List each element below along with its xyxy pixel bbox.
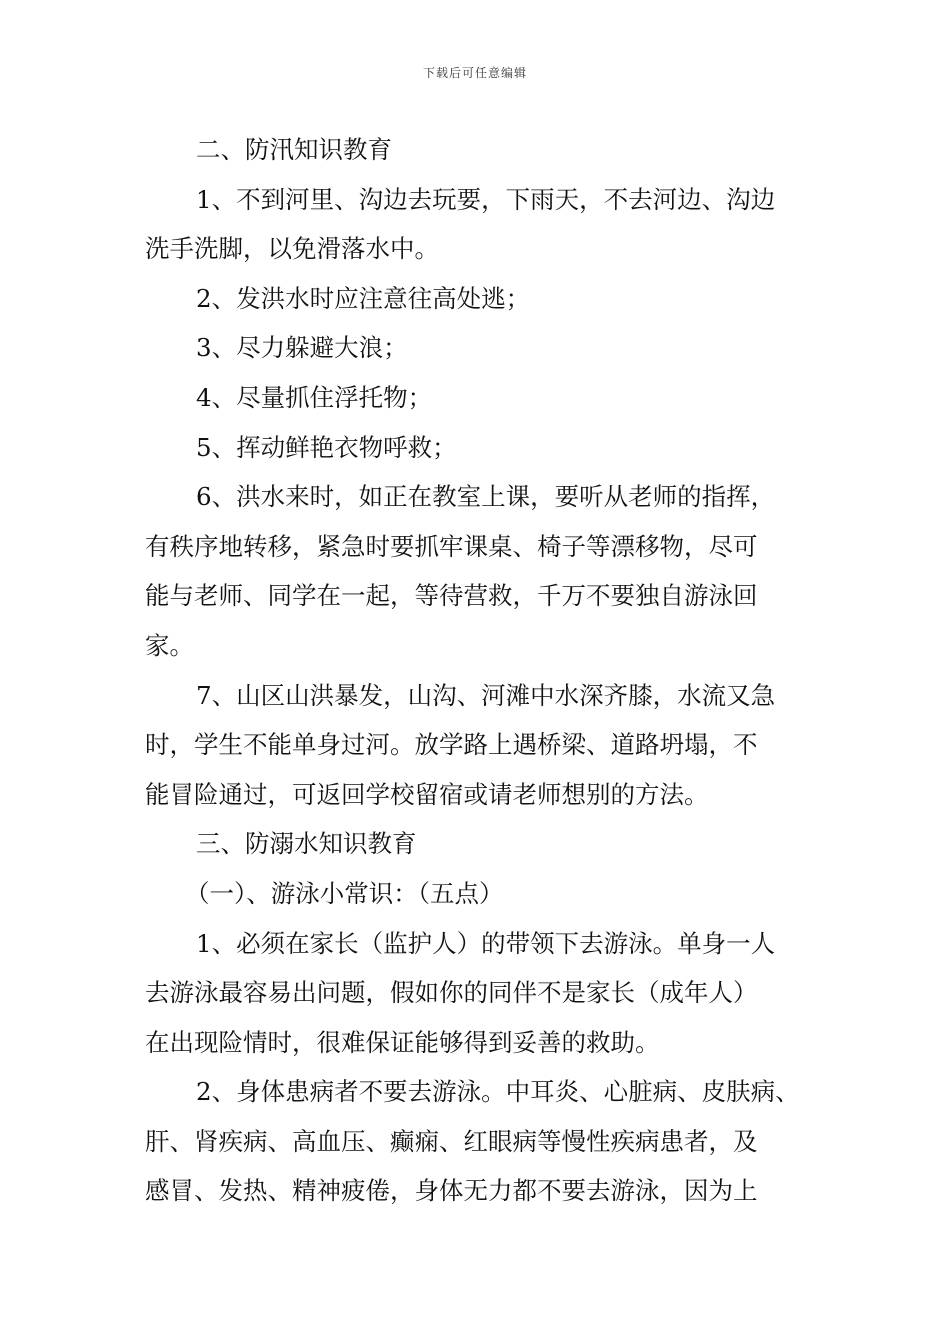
text-line: 能冒险通过，可返回学校留宿或请老师想别的方法。 (145, 779, 709, 809)
text-line: 2、身体患病者不要去游泳。中耳炎、心脏病、皮肤病、 (196, 1077, 800, 1107)
text-line: （一）、游泳小常识：（五点） (185, 878, 504, 908)
text-line: 有秩序地转移，紧急时要抓牢课桌、椅子等漂移物，尽可 (145, 531, 758, 561)
text-line: 2、发洪水时应注意往高处逃； (196, 283, 531, 313)
document-body (145, 125, 820, 1216)
text-line: 在出现险情时，很难保证能够得到妥善的救助。 (145, 1027, 660, 1057)
text-line: 1、必须在家长（监护人）的带领下去游泳。单身一人 (196, 928, 776, 958)
text-line: 洗手洗脚，以免滑落水中。 (145, 234, 439, 264)
text-line: 感冒、发热、精神疲倦，身体无力都不要去游泳，因为上 (145, 1176, 758, 1206)
text-line: 5、挥动鲜艳衣物呼救； (196, 432, 457, 462)
text-line: 能与老师、同学在一起，等待营救，千万不要独自游泳回 (145, 581, 758, 611)
text-line: 7、山区山洪暴发，山沟、河滩中水深齐膝，水流又急 (196, 680, 776, 710)
text-line: 三、防溺水知识教育 (196, 829, 417, 859)
page-header: 下载后可任意编辑 (422, 66, 527, 80)
text-line: 家。 (145, 630, 194, 660)
text-line: 3、尽力躲避大浪； (196, 333, 408, 363)
text-line: 4、尽量抓住浮托物； (196, 382, 433, 412)
text-line: 6、洪水来时，如正在教室上课，要听从老师的指挥， (196, 482, 776, 512)
text-line: 时，学生不能单身过河。放学路上遇桥梁、道路坍塌，不 (145, 730, 758, 760)
text-line: 肝、肾疾病、高血压、癫痫、红眼病等慢性疾病患者，及 (145, 1126, 758, 1156)
text-line: 二、防汛知识教育 (196, 135, 392, 164)
text-line: 去游泳最容易出问题，假如你的同伴不是家长（成年人） (145, 978, 758, 1008)
text-line: 1、不到河里、沟边去玩要，下雨天，不去河边、沟边 (196, 184, 776, 214)
